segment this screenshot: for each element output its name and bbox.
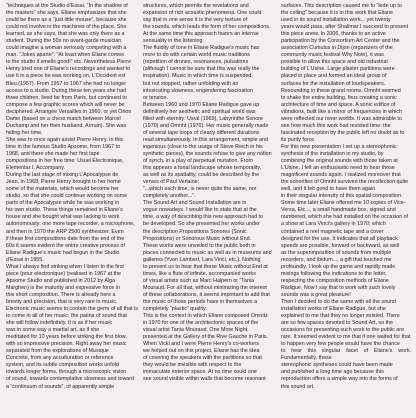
text-column-1 <box>6 3 139 415</box>
paragraph: surfaces. This description caused me to “lede up to the ceiling” because it is in this work that Eliane used in its sound installation work... yet twenty years would pass, after Shalimar I succeed to present this piece anew. In 2006, thanks to an active participation by the Consortium Art Center and the association Cumulus in Dijon (organizers of the community music festival Why Note), it was possible to allow this space and old industrial building of L’Usine. Large plaster partitions were placed in place and formed an ideal group of surfaces for the installation of loudspeakers. Resounding in these grand rooms, Omnht seemed to shake the entire building, thus creating a sonic architecture of time and space. A sonic edifice of vibrations, built like a mirror of frequencies in which were reflected our inner worlds. It was admirable to see how much this work had resisted time: the fascinated reception by the public left no doubt as to its purity force. <box>281 3 409 143</box>
paragraph: “techniques at the Studio d’Essai. “In the shadow of the masters” she says. Eliane emphasizes that she could be there as a “just little mouse”, because she could not involve in the machines of the place. She learned, as she says, that she was only there as a student. During the 50s no avant-garde musician could imagine a woman seriously competing with a man. “Jokes aparte”: “At least when Eliane comes to the studio it smells good!” etc. Nevertheless Pierre Henry tried one of Eliane’s recordings and wanted to use it in a piece he was working on, L’Occident est Bleu (1957). From 1957 to 1967 she had no longer access to a studio. During these ten years she had three children, lived far from Paris, but continued to compose a few graphic scores which will never be deciphered. Arrangée Versailles in 1960, or yet Orion Dame (based on a chess match between Marcel Duchamp and her then husband, Arman). She was hiding her time. <box>6 3 132 136</box>
paragraph: structures, which permits the revelations and expansion of rich acoustic phenomena. One could say that in one sense it is the very texture of the sounds, which leads the form of her compositions. At the same time this approach favors an intense sensuality in the listening. The fluidity of tone in Eliane Radigue’s music has more to do with certain world music traditions (repetition of drones, resonances, pulsations (although I cannot be sure that this was really the inspiration). Music in which time is suspended, but not stopped, rather unfolding with an intoxicating slowness, engendering fascination or tension. <box>143 3 271 101</box>
paragraph: Then I decided to do the same with all the sound installation works of Eliane Radigue, but she explained to me that they no longer existed. There are so few spaces devoted to Sound Art, so the occasions for presenting such work to the public are rare. It seemed evident to me that if one waited for that to happen very few people would have the chance to hear this singular facet of Eliane’s work. Fundamentally, these stereophonic syntheses could have been made and published a long time ago because this reproduction offers a simple way into the forms of this sound art. <box>281 298 411 390</box>
text-column-3 <box>281 3 411 415</box>
paragraph: Between 1960 and 1970 Eliane Radigue gave up definitively her aesthetic and spiritual world was filled with eternity: Usral (1969), Labyrinthe Sonore (1970) and Omnht (1970). Her music generally made of several tape loops of clearly different durations read simultaneously. In this arrangement, simple and ingenious (close to the usage of Steve Reich in his synthetic pieces), the sounds refuse to give any notion of synch, in a play of perpetual mutation. From this appears a tonal landscape whose temporality, as well as its spatiality, could be described by the verses of Paul Verlaine: “...which each time, is never quite the same, nor completely another...”. The Sound Art and Sound Installation are in vogue nowadays. I would like to state that at the time, a way of describing this new approach had to be developed. So she presented her works under the description Propositions Sonores (Sonic Propositions) or Sonorous Music without End. These works were unveiled to the public both in places connected to music as well as in museums and galleries (Yvon Lambert, Lara Vinci, etc.). Nothing to prevent us to hear that these Music without End at times, like a flute of infinite, accompanied works of visual artists such as Marc Halpern or “Tania Mouraud. For all that, without minimizing the interest of these collaborations, it seems important to add that the music of those periods have in themselves a completely “plastic” quality. <box>143 101 272 313</box>
paragraph: What I always find striking when I listen to the first piece (pour electronique) (realised in 1967 at the Apsome Studio and published in 2012 by Alga Marghen) is the maturity and expressive force in this short composition. There is already here a brevity and precision, that is very rare in music. Electronic music seems to contain the germ of all that is to come in all of her music: the patina of sound that she will follow indefinitely. It is as if her music was in some way a martial art, as if she meditated for 10 years before striking the first blow, with so impressive precision. Right away her music separated from the explorations of Musique Concrete, from any acculturation or reference system, and its subtle composition works unfold towards longer forms, through a microscopic vision of sound, towards contemplative slowness and toward a “continuum of sounds”, of apparently simple <box>6 263 138 390</box>
paragraph: She was to once again assist Pierre Henry, in this time in the famous Studio Apsome, from 1967 to 1968, and there she made her first tape compositions in her free time: Usuel Electronique, Elementar I, Accompany. During the last stage of mixing L’Apocalypse de Jean, in 1968, Pierre Henry brought to her home some of the materials, which would become her studio, so that she could continue working on some parts of the Apocalypse while he was working in his own studio. These things remained in Eliane’s house and she bought what was lacking to work autonomously: one more tape recorder, a microphone, and then in 1970 the ARP 2500 synthesizer. Even if these first compositions date from the end of the 60s it seems evident the entire creative process of Eliane Radigue’s music had begun in the Studio d’Essai in 1955. <box>6 136 135 263</box>
paragraph: For this new presentation I set up a stereophonic synthesis of the installation in my studio, by combining the original sounds with those taken at L’Usine. I felt an enthusiastic need to hear those magnificent sounds again. I realized moreover that the sonorities of Omnht survived the recollection quite well, and it felt good to have them again in their singular intensity of this spatial composition. <box>281 143 409 200</box>
paragraph: This is the context in which Eliane composed Omnitz in 1970 for one of the architectonic spaces of the visual artist Tania Mouraud, One More Night, presented at the Gallery of the Rive Gauche in Paris. When Vicki and I were Pierre Henry’s co-workers we helped out on this project. Eliane has the idea of covering the speakers with the partitions so that they would be invisible with respect to the immaculate exterior space. At no time could one see sound visible within walls that become resonant <box>143 313 269 383</box>
text-column-2 <box>143 3 276 415</box>
paragraph: Some time later Eliane offered me 10 copies of Vice- Versa, Etc..., a small handmade box, signed and numbered, which she had installed on the occasion of a show at Lara Vinci’s gallery in 1970; which contained a reel magnetic tape and a cover designed for the use. It indicates that all playback speeds are possible, forward or backward, as well as the superimposition of sounds from multiple recorders, and ibidum..., a gift that touched me profoundly. I took up the game and rapidly made mixings following the indications to the letter, respecting the composition methods of Eliane Radigue. Now I say that to work with such lovely sounds was a great pleasure! <box>281 200 409 298</box>
